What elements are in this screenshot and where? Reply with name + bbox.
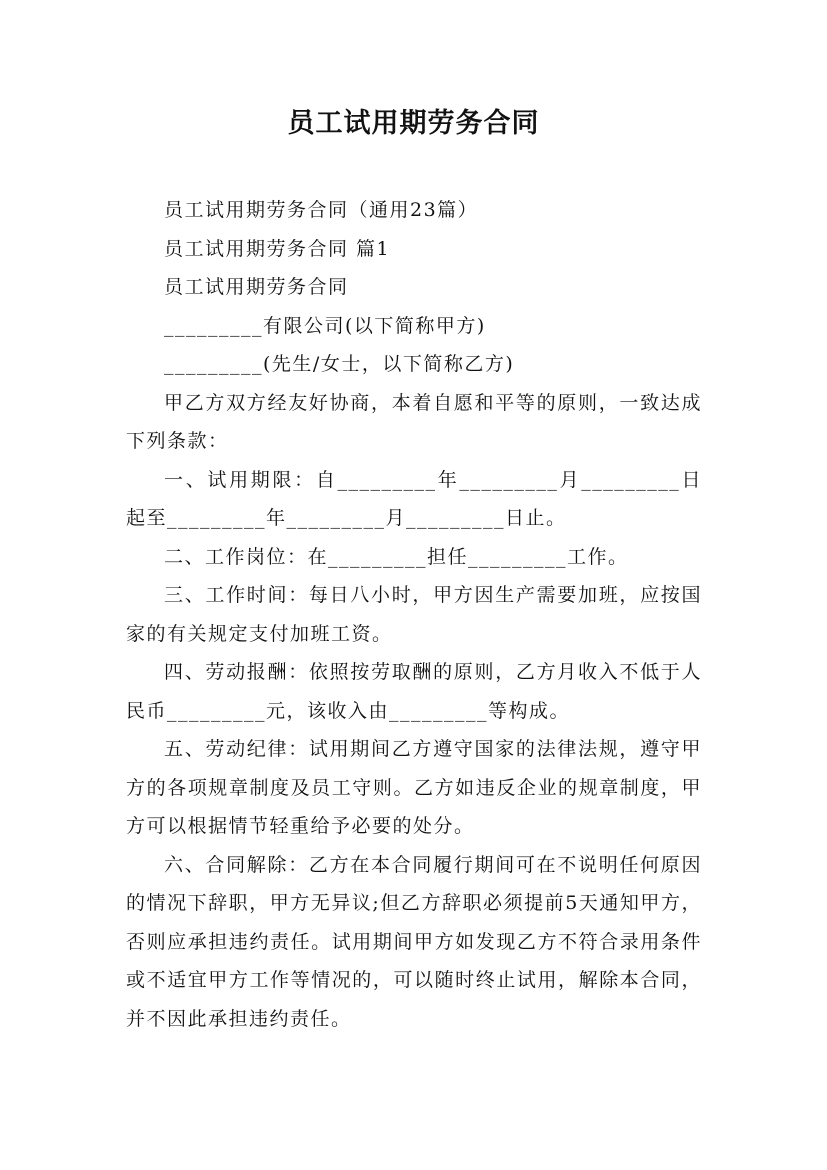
paragraph-party-b: _________(先生/女士，以下简称乙方) xyxy=(164,353,515,375)
clause-discipline: 五、劳动纪律：试用期间乙方遵守国家的法律法规，遵守甲方的各项规章制度及员工守则。乙方如违反企业的规章制度，甲方可以根据情节轻重给予必要的处分。 xyxy=(126,738,702,837)
document-body xyxy=(126,191,702,1038)
paragraph-subtitle: 员工试用期劳务合同（通用23篇） xyxy=(164,199,479,221)
clause-working-hours: 三、工作时间：每日八小时，甲方因生产需要加班，应按国家的有关规定支付加班工资。 xyxy=(126,584,702,645)
paragraph-preamble: 甲乙方双方经友好协商，本着自愿和平等的原则，一致达成下列条款： xyxy=(126,391,702,452)
clause-remuneration: 四、劳动报酬：依照按劳取酬的原则，乙方月收入不低于人民币_________元，该收入由_________等构成。 xyxy=(126,661,702,722)
paragraph-contract-name: 员工试用期劳务合同 xyxy=(164,276,349,298)
document-title: 员工试用期劳务合同 xyxy=(287,108,540,139)
paragraph-party-a: _________有限公司(以下简称甲方) xyxy=(164,314,486,337)
clause-job-position: 二、工作岗位：在_________担任_________工作。 xyxy=(164,545,629,568)
clause-probation-period: 一、试用期限：自_________年_________月_________日起至_________年_________月_________日止。 xyxy=(126,468,702,529)
paragraph-section-heading: 员工试用期劳务合同 篇1 xyxy=(164,237,391,260)
clause-termination: 六、合同解除：乙方在本合同履行期间可在不说明任何原因的情况下辞职，甲方无异议;但乙方辞职必须提前5天通知甲方，否则应承担违约责任。试用期间甲方如发现乙方不符合录用条件或不适宜甲方工作等情况的，可以随时终止试用，解除本合同，并不因此承担违约责任。 xyxy=(126,853,702,1030)
